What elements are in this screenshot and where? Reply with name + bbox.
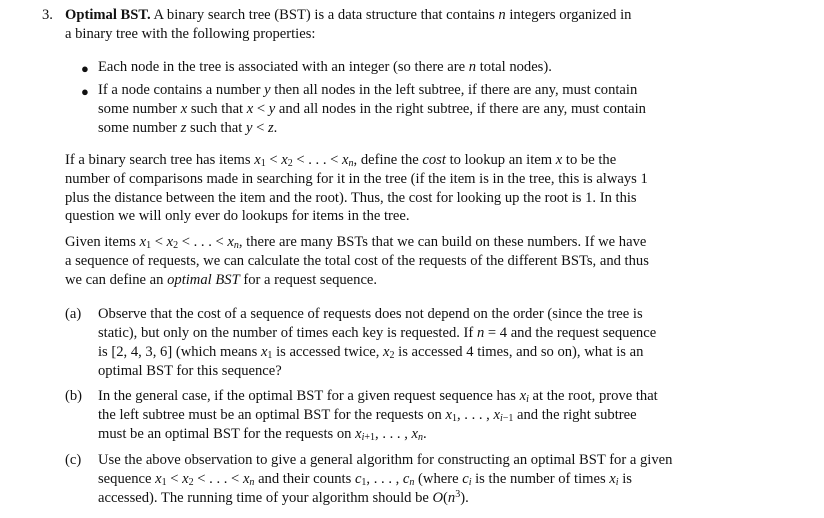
cost-paragraph-line-2: number of comparisons made in searching for it in the tree (if the item is in the tree, this is always 1 bbox=[65, 171, 648, 187]
part-b-line-2: the left subtree must be an optimal BST for the requests on $x_1$, . . . , $x_{i-1}$ and the right subtree bbox=[98, 407, 637, 424]
part-a-label: (a) bbox=[65, 306, 82, 322]
optimal-paragraph-line-1: Given items $x_1 < x_2$ < . . . < $x_n$, there are many BSTs that we can build on these numbers. If we have bbox=[65, 234, 647, 251]
bullet-icon: ● bbox=[81, 61, 89, 76]
part-b-label: (b) bbox=[65, 388, 83, 404]
part-a-line-1: Observe that the cost of a sequence of requests does not depend on the order (since the tree is bbox=[98, 306, 643, 322]
part-c-line-3: accessed). The running time of your algorithm should be $O(n^3)$. bbox=[98, 489, 469, 506]
problem-number: 3. bbox=[42, 7, 53, 23]
part-c-line-2: sequence $x_1 < x_2$ < . . . < $x_n$ and their counts $c_1$, . . . , $c_n$ (where $c_i$ is the number of times $x_i$ is bbox=[98, 471, 632, 488]
cost-paragraph-line-3: plus the distance between the item and the root). Thus, the cost for looking up the root is 1. In this bbox=[65, 190, 637, 206]
bullet-2-line-3: some number z such that y < z. bbox=[98, 120, 278, 136]
cost-paragraph-line-4: question we will only ever do lookups for items in the tree. bbox=[65, 208, 410, 224]
problem-intro-line-1: Optimal BST. A binary search tree (BST) is a data structure that contains n integers organized in bbox=[65, 7, 632, 23]
bullet-1-line-1: Each node in the tree is associated with an integer (so there are n total nodes). bbox=[98, 59, 552, 75]
problem-intro-line-2: a binary tree with the following properties: bbox=[65, 26, 316, 42]
part-b-line-1: In the general case, if the optimal BST for a given request sequence has $x_i$ at the root, prove that bbox=[98, 388, 658, 405]
part-b-line-3: must be an optimal BST for the requests on $x_{i+1}$, . . . , $x_n$. bbox=[98, 426, 427, 443]
problem-title: Optimal BST. bbox=[65, 7, 151, 23]
part-a-line-4: optimal BST for this sequence? bbox=[98, 363, 282, 379]
optimal-paragraph-line-3: we can define an optimal BST for a request sequence. bbox=[65, 272, 378, 288]
cost-paragraph-line-1: If a binary search tree has items $x_1 < x_2$ < . . . < $x_n$, define the cost to lookup an item x to be the bbox=[65, 152, 617, 169]
bullet-2-line-1: If a node contains a number y then all nodes in the left subtree, if there are any, must contain bbox=[98, 82, 638, 98]
part-c-label: (c) bbox=[65, 452, 82, 468]
bullet-2-line-2: some number x such that x < y and all nodes in the right subtree, if there are any, must contain bbox=[98, 101, 646, 117]
part-c-line-1: Use the above observation to give a general algorithm for constructing an optimal BST for a given bbox=[98, 452, 673, 468]
optimal-paragraph-line-2: a sequence of requests, we can calculate the total cost of the requests of the different BSTs, and thus bbox=[65, 253, 649, 269]
part-a-line-2: static), but only on the number of times each key is requested. If n = 4 and the request sequence bbox=[98, 325, 657, 341]
bullet-icon: ● bbox=[81, 84, 89, 99]
part-a-line-3: is [2, 4, 3, 6] (which means $x_1$ is accessed twice, $x_2$ is accessed 4 times, and so on), what is an bbox=[98, 344, 644, 361]
